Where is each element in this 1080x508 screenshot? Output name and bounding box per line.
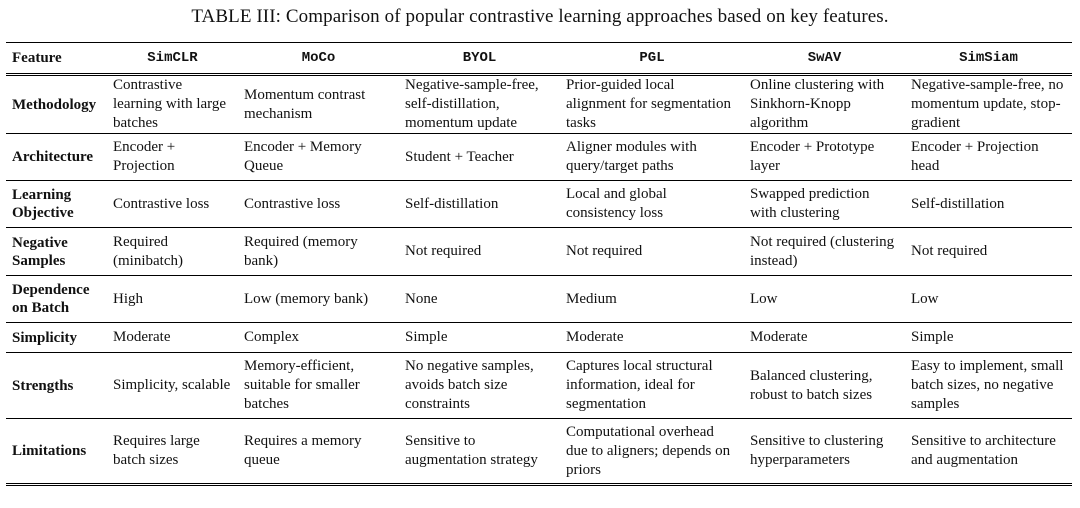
- comparison-table-wrapper: [6, 42, 1072, 486]
- table-header: [6, 43, 1072, 75]
- table-cell: Medium: [566, 290, 617, 307]
- table-cell: Computational overhead due to aligners; depends on priors: [566, 423, 731, 478]
- table-cell: Requires a memory queue: [244, 433, 362, 468]
- table-cell: No negative samples, avoids batch size constraints: [405, 358, 534, 412]
- header-method-moco: MoCo: [301, 49, 336, 66]
- row-label: Methodology: [12, 96, 97, 113]
- table-row-architecture: [6, 134, 1072, 181]
- row-label: Limitations: [12, 443, 87, 459]
- row-label: Strengths: [12, 377, 74, 394]
- table-row-strengths: [6, 353, 1072, 419]
- table-cell: Contrastive loss: [113, 195, 210, 212]
- table-cell: Required (memory bank): [244, 233, 358, 269]
- table-cell: Not required: [911, 243, 988, 259]
- table-cell: Encoder + Prototype layer: [750, 139, 875, 174]
- table-cell: Negative-sample-free, no momentum update, stop-gradient: [911, 77, 1064, 131]
- header-method-pgl: PGL: [639, 49, 665, 66]
- table-cell: Student + Teacher: [405, 148, 514, 165]
- table-cell: Self-distillation: [405, 195, 499, 212]
- table-cell: Easy to implement, small batch sizes, no negative samples: [911, 358, 1064, 412]
- table-cell: Swapped prediction with clustering: [750, 186, 870, 221]
- table-cell: Not required: [405, 243, 482, 259]
- header-method-simclr: SimCLR: [147, 49, 198, 66]
- table-row-dependence-on-batch: [6, 276, 1072, 323]
- table-cell: Contrastive learning with large batches: [113, 77, 227, 131]
- table-cell: Encoder + Memory Queue: [244, 139, 362, 174]
- table-cell: High: [113, 290, 143, 307]
- table-cell: Local and global consistency loss: [566, 186, 667, 221]
- table-row-simplicity: [6, 323, 1072, 353]
- table-cell: Not required: [566, 243, 643, 259]
- header-method-swav: SwAV: [807, 49, 842, 66]
- table-cell: Online clustering with Sinkhorn-Knopp algorithm: [750, 77, 885, 131]
- table-cell: Self-distillation: [911, 195, 1005, 212]
- header-method-byol: BYOL: [462, 49, 497, 66]
- table-cell: Sensitive to clustering hyperparameters: [750, 433, 884, 468]
- table-cell: Simple: [405, 329, 448, 345]
- table-cell: Negative-sample-free, self-distillation, momentum update: [405, 77, 539, 131]
- table-cell: Encoder + Projection head: [911, 139, 1039, 174]
- table-cell: Sensitive to augmentation strategy: [405, 433, 538, 468]
- table-cell: Momentum contrast mechanism: [244, 86, 366, 122]
- table-cell: Moderate: [566, 329, 624, 345]
- table-cell: Complex: [244, 329, 299, 345]
- table-row-methodology: [6, 75, 1072, 134]
- table-cell: Balanced clustering, robust to batch sizes: [750, 367, 873, 403]
- table-body: [6, 75, 1072, 485]
- table-cell: Simplicity, scalable: [113, 377, 231, 393]
- table-cell: Low: [911, 290, 939, 307]
- row-label: Dependence on Batch: [12, 282, 90, 316]
- table-cell: None: [405, 290, 438, 307]
- table-cell: Captures local structural information, ideal for segmentation: [566, 358, 713, 412]
- table-cell: Required (minibatch): [113, 233, 183, 269]
- table-cell: Prior-guided local alignment for segmentation tasks: [566, 77, 731, 131]
- row-label: Architecture: [12, 149, 94, 165]
- table-cell: Simple: [911, 329, 954, 345]
- table-cell: Contrastive loss: [244, 195, 341, 212]
- header-method-simsiam: SimSiam: [959, 49, 1018, 66]
- table-row-negative-samples: [6, 228, 1072, 276]
- table-cell: Not required (clustering instead): [750, 233, 895, 269]
- table-caption: TABLE III: Comparison of popular contrastive learning approaches based on key features.: [191, 6, 889, 27]
- table-row-learning-objective: [6, 181, 1072, 228]
- table-cell: Encoder + Projection: [113, 139, 176, 174]
- table-cell: Moderate: [113, 329, 171, 345]
- header-row: [6, 43, 1072, 75]
- row-label: Simplicity: [12, 329, 78, 346]
- row-label: Learning Objective: [12, 187, 74, 221]
- header-feature: Feature: [12, 49, 62, 66]
- table-cell: Low: [750, 290, 778, 307]
- table-cell: Sensitive to architecture and augmentation: [911, 433, 1056, 468]
- row-label: Negative Samples: [12, 234, 68, 269]
- comparison-table: [6, 42, 1072, 486]
- table-row-limitations: [6, 419, 1072, 485]
- table-cell: Moderate: [750, 329, 808, 345]
- table-cell: Aligner modules with query/target paths: [566, 139, 697, 174]
- table-cell: Low (memory bank): [244, 290, 369, 307]
- table-cell: Requires large batch sizes: [113, 433, 200, 468]
- table-cell: Memory-efficient, suitable for smaller batches: [244, 358, 360, 412]
